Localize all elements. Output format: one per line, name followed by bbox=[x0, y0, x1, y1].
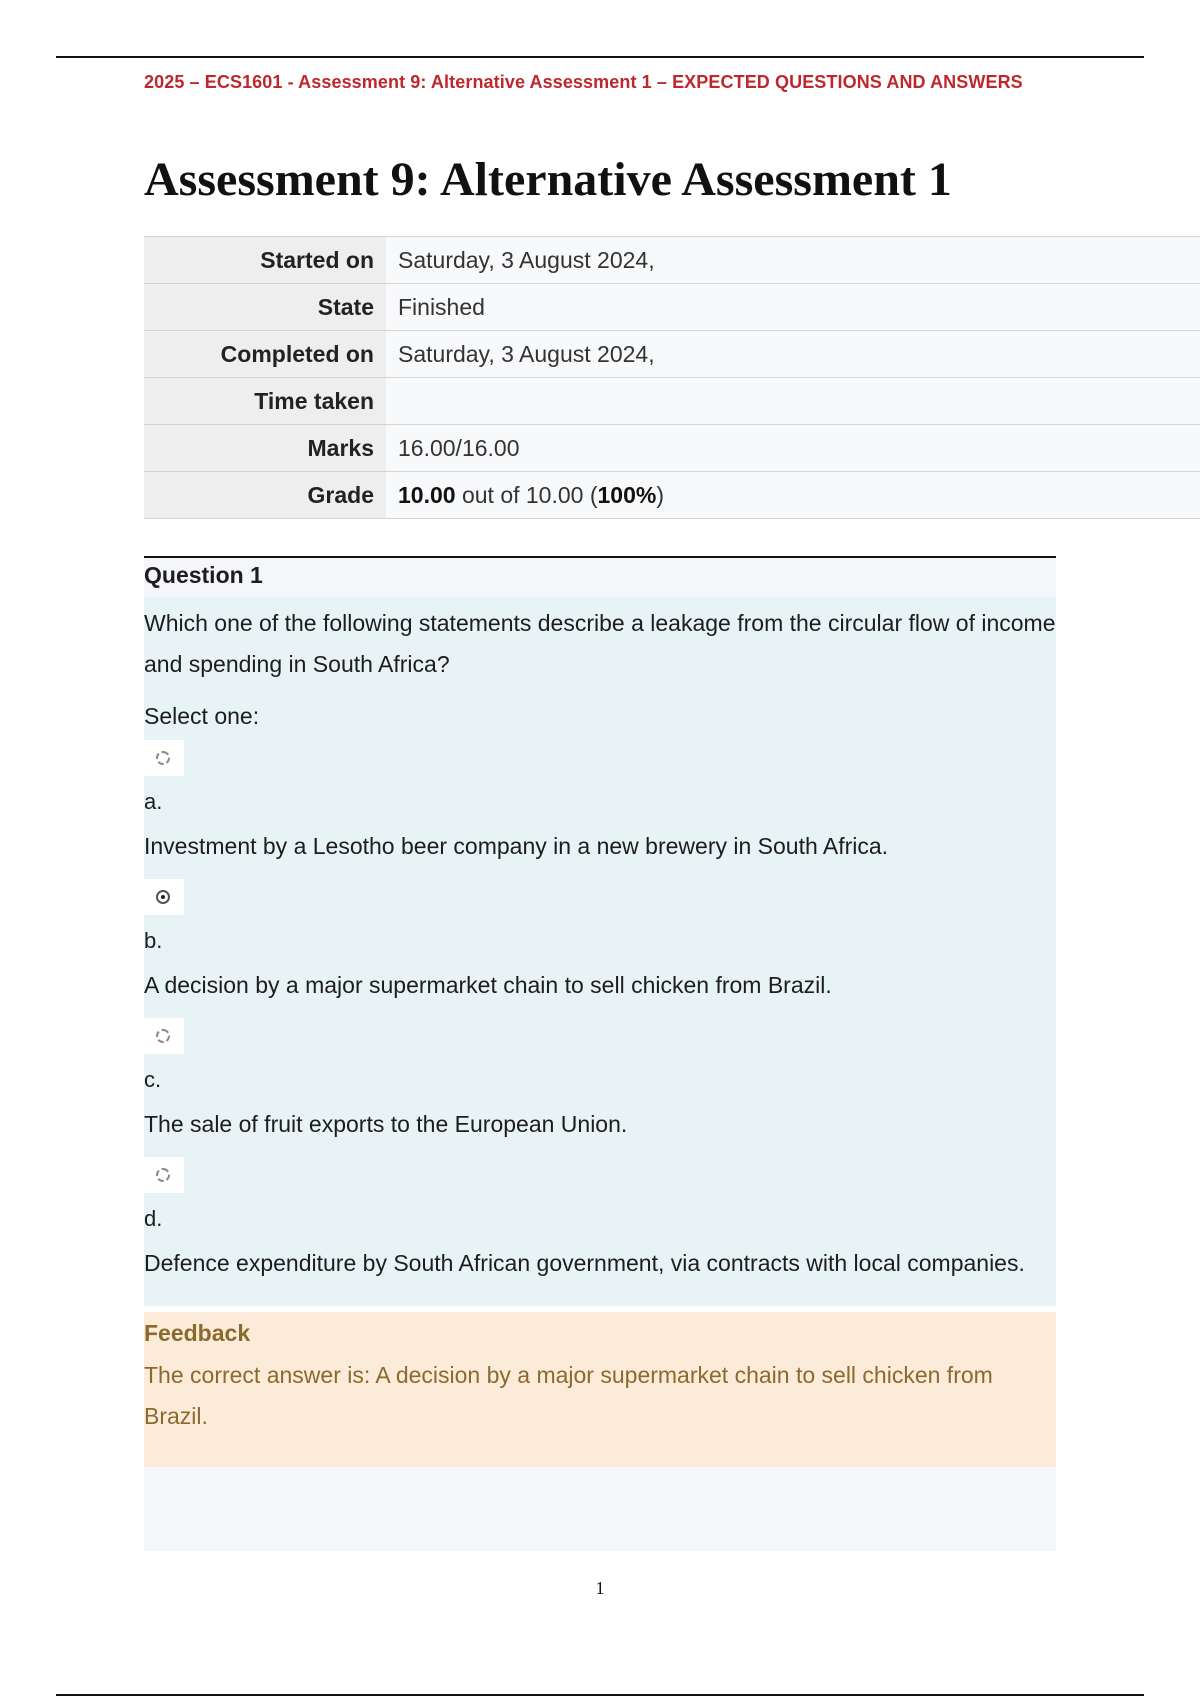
summary-row-marks bbox=[144, 425, 1200, 472]
summary-row-time-taken bbox=[144, 378, 1200, 425]
radio-icon[interactable] bbox=[156, 1168, 170, 1182]
summary-label: Time taken bbox=[144, 378, 386, 425]
question-title: Question 1 bbox=[144, 558, 1056, 597]
option-letter: d. bbox=[144, 1206, 163, 1231]
option-text: Investment by a Lesotho beer company in a new brewery in South Africa. bbox=[144, 833, 889, 859]
option-b-radio-box[interactable] bbox=[142, 879, 184, 915]
summary-value bbox=[386, 472, 1200, 519]
top-rule bbox=[56, 56, 1144, 58]
option-letter: c. bbox=[144, 1067, 162, 1092]
question-text: Which one of the following statements describe a leakage from the circular flow of income and spending in South Africa? bbox=[144, 610, 1056, 677]
feedback-title: Feedback bbox=[144, 1320, 251, 1346]
grade-percent: 100% bbox=[597, 481, 657, 508]
summary-label: Started on bbox=[144, 237, 386, 284]
summary-label: Marks bbox=[144, 425, 386, 472]
summary-row-completed bbox=[144, 331, 1200, 378]
radio-icon[interactable] bbox=[156, 1029, 170, 1043]
attempt-summary-table bbox=[144, 236, 1200, 519]
question-block bbox=[144, 556, 1056, 1551]
summary-row-state bbox=[144, 284, 1200, 331]
page-number: 1 bbox=[595, 1578, 605, 1598]
option-c-radio-box[interactable] bbox=[142, 1018, 184, 1054]
grade-out-of: out of 10.00 ( bbox=[455, 481, 598, 508]
feedback-text: The correct answer is: A decision by a major supermarket chain to sell chicken from Brazil. bbox=[144, 1362, 993, 1429]
summary-label: Grade bbox=[144, 472, 386, 519]
summary-row-started bbox=[144, 237, 1200, 284]
option-letter: a. bbox=[144, 789, 163, 814]
question-footer-space bbox=[144, 1467, 1056, 1551]
option-text: Defence expenditure by South African government, via contracts with local companies. bbox=[144, 1250, 1025, 1276]
question-body bbox=[144, 597, 1056, 1306]
summary-value bbox=[386, 378, 1200, 425]
summary-value: Saturday, 3 August 2024, bbox=[386, 237, 1200, 284]
option-letter: b. bbox=[144, 928, 163, 953]
summary-value: Finished bbox=[386, 284, 1200, 331]
select-one-label: Select one: bbox=[144, 703, 260, 729]
summary-value: 16.00/16.00 bbox=[386, 425, 1200, 472]
option-d-radio-box[interactable] bbox=[142, 1157, 184, 1193]
option-a-radio-box[interactable] bbox=[142, 740, 184, 776]
summary-row-grade bbox=[144, 472, 1200, 519]
summary-label: State bbox=[144, 284, 386, 331]
grade-value: 10.00 bbox=[398, 481, 456, 508]
grade-close: ) bbox=[656, 481, 664, 508]
feedback-panel bbox=[144, 1312, 1056, 1467]
bottom-rule bbox=[56, 1694, 1144, 1696]
summary-value: Saturday, 3 August 2024, bbox=[386, 331, 1200, 378]
page-title: Assessment 9: Alternative Assessment 1 bbox=[144, 153, 952, 206]
option-text: The sale of fruit exports to the European Union. bbox=[144, 1111, 628, 1137]
option-text: A decision by a major supermarket chain to sell chicken from Brazil. bbox=[144, 972, 832, 998]
radio-icon[interactable] bbox=[156, 751, 170, 765]
document-header: 2025 – ECS1601 - Assessment 9: Alternative Assessment 1 – EXPECTED QUESTIONS AND ANSWERS bbox=[144, 72, 1023, 92]
radio-checked-icon[interactable] bbox=[156, 890, 170, 904]
summary-label: Completed on bbox=[144, 331, 386, 378]
